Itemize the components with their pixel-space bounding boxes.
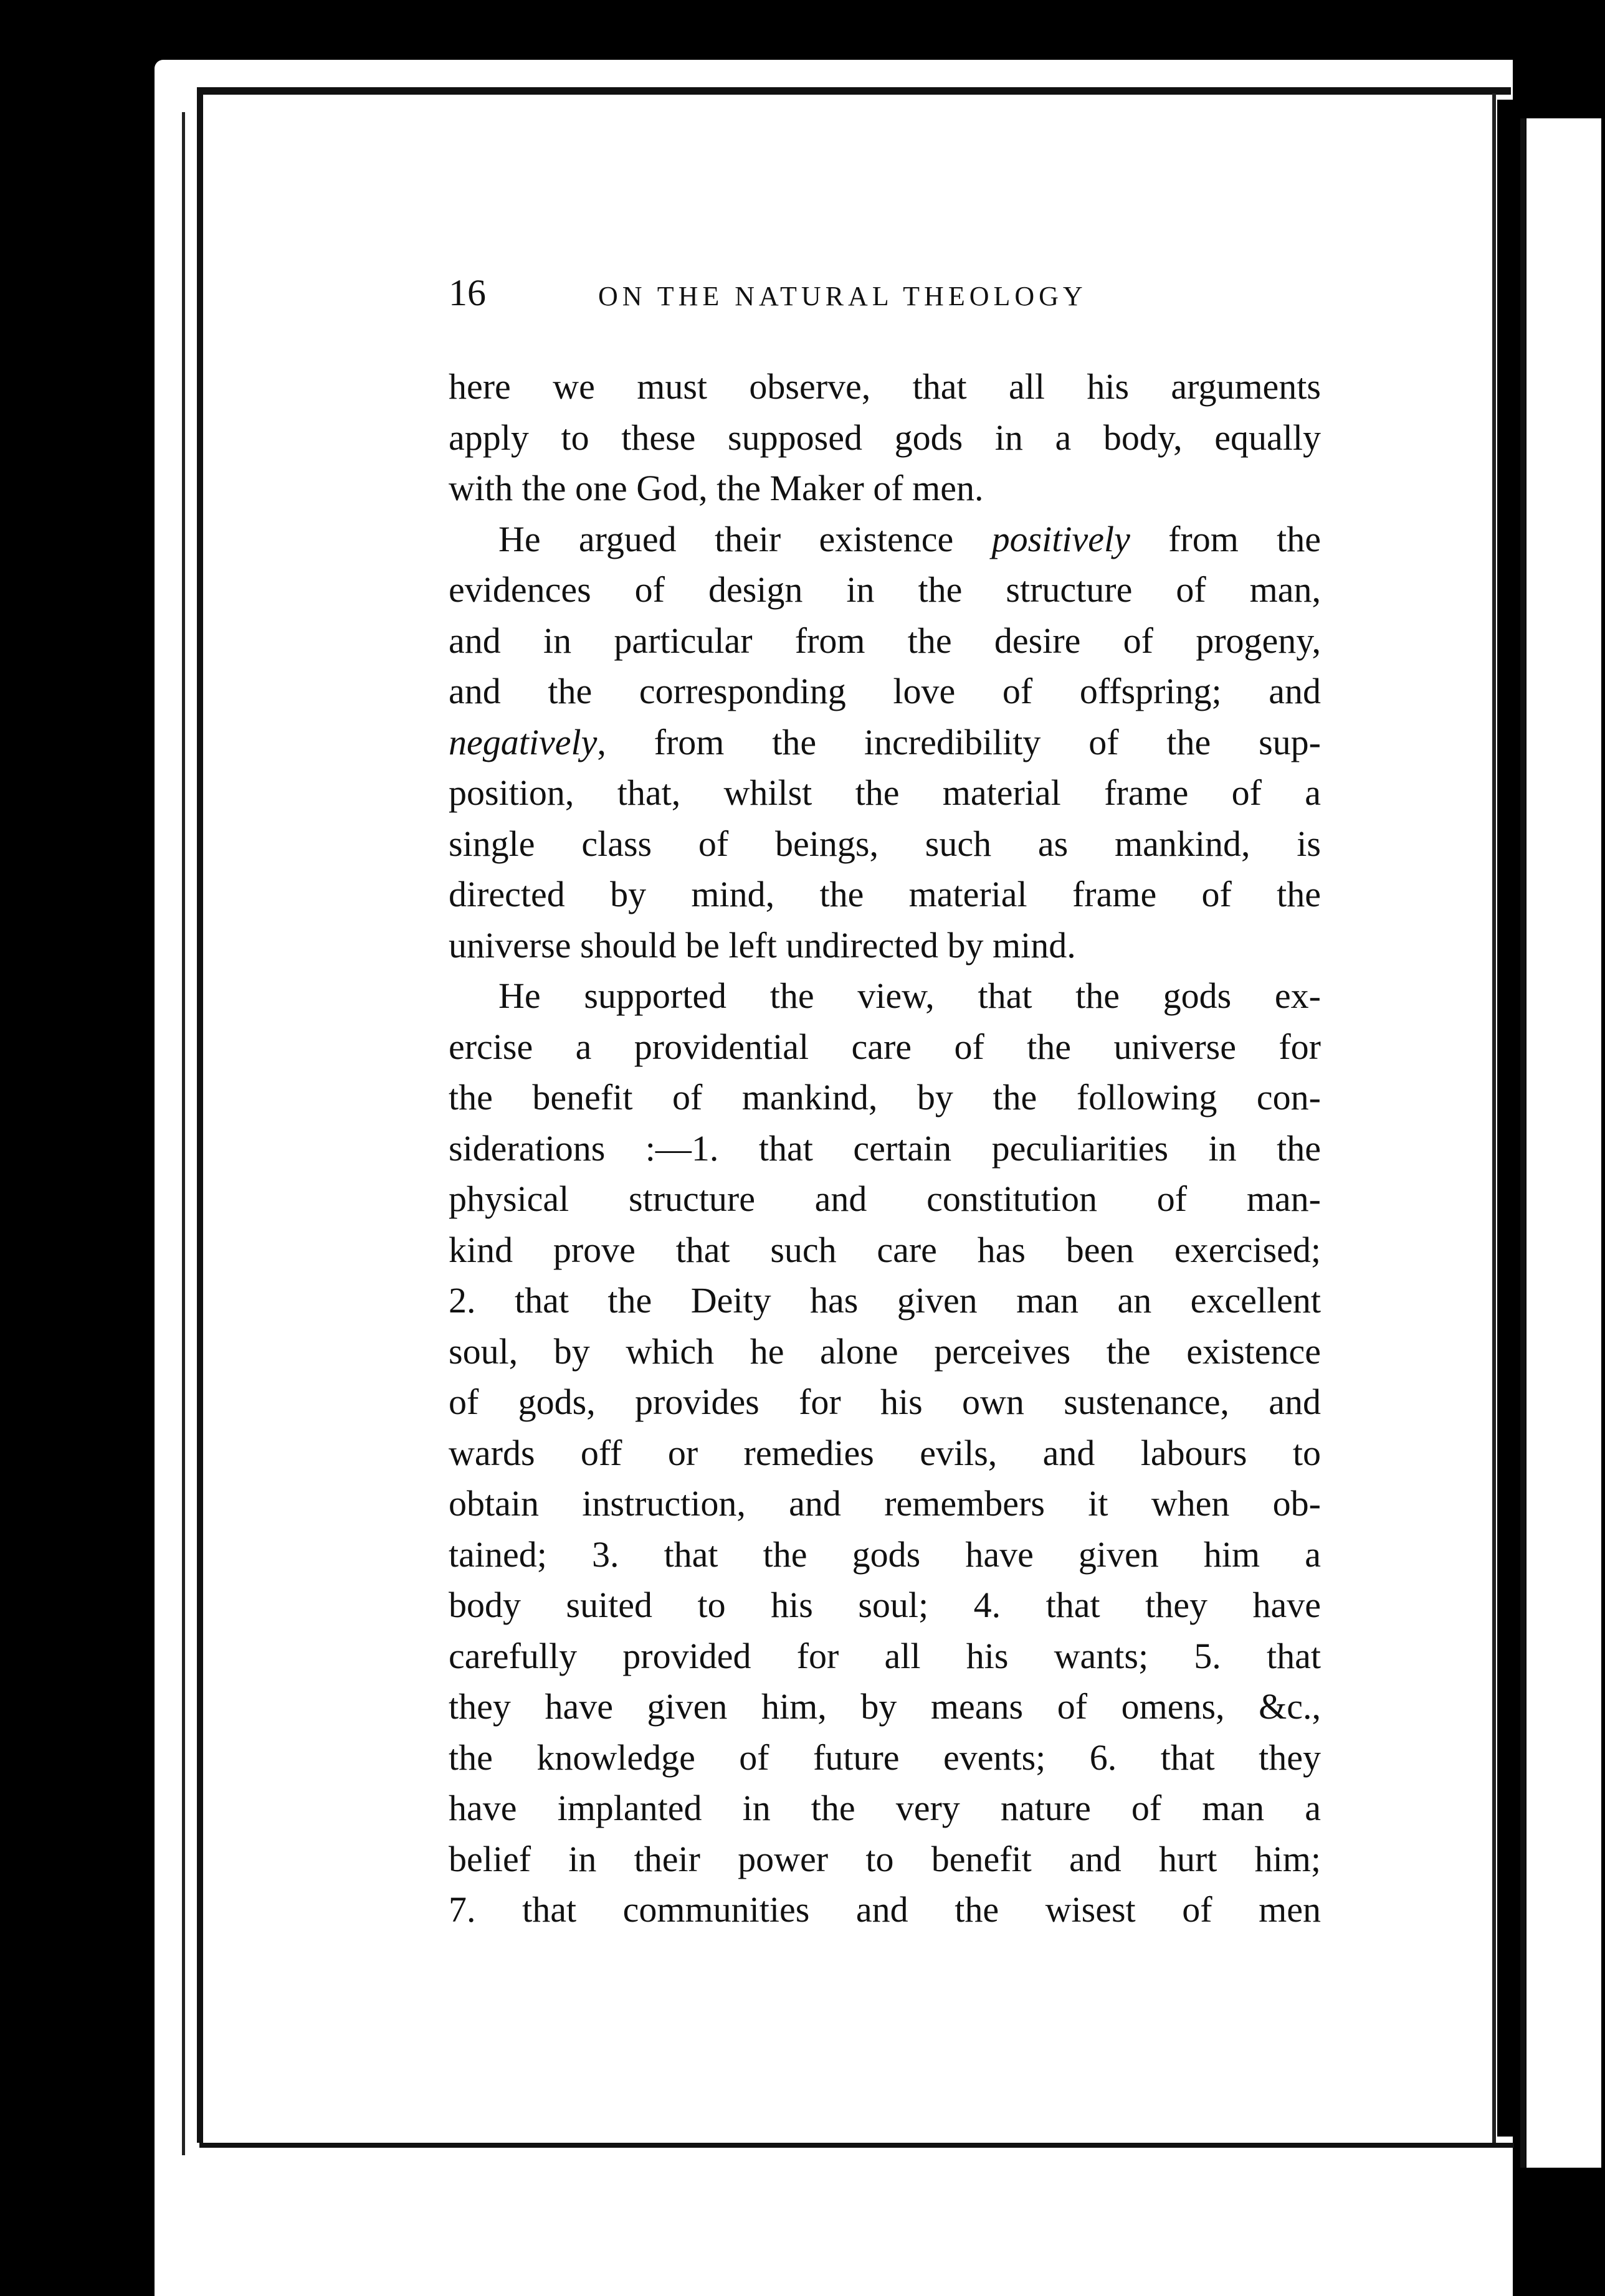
page-frame-left-outer [182,112,185,2155]
page-number: 16 [449,272,486,313]
text-line: apply to these supposed gods in a body, equally [449,417,1321,458]
page-right-edge [1492,93,1496,2143]
text-line: physical structure and constitution of man- [449,1179,1321,1219]
text-line: siderations :—1. that certain peculiarities in the [449,1127,1321,1169]
page-frame-top [199,87,1511,95]
text-line: the benefit of mankind, by the following con- [449,1077,1321,1117]
page-header [449,268,1333,318]
text-line: the knowledge of future events; 6. that they [449,1737,1321,1778]
text-line: evidences of design in the structure of man, [449,569,1321,610]
text-line: body suited to his soul; 4. that they have [449,1585,1321,1625]
text-line: belief in their power to benefit and hurt him; [449,1838,1321,1879]
text-line: ercise a providential care of the universe for [449,1026,1321,1067]
text-line: 7. that communities and the wisest of men [449,1889,1321,1930]
text-line: with the one God, the Maker of men. [449,468,984,508]
text-line: single class of beings, such as mankind, is [449,823,1321,864]
adjacent-page-edge [1526,118,1601,2168]
text-line: negatively, from the incredibility of the sup- [449,721,1321,762]
page-frame-left [197,87,203,2143]
text-line: carefully provided for all his wants; 5. that [449,1635,1321,1676]
running-head: ON THE NATURAL THEOLOGY [598,281,1087,311]
text-line: universe should be left undirected by mind. [449,924,1076,965]
text-line: wards off or remedies evils, and labours to [449,1432,1321,1473]
page-frame-bottom [199,2143,1514,2148]
text-line: have implanted in the very nature of man a [449,1788,1321,1828]
text-line: soul, by which he alone perceives the existence [449,1331,1321,1372]
text-line: kind prove that such care has been exercised; [449,1229,1321,1270]
body-text [449,361,1321,1935]
text-line: He argued their existence positively from the [498,518,1321,559]
text-line: and the corresponding love of offspring; and [449,671,1321,711]
text-line: and in particular from the desire of progeny, [449,620,1321,661]
emphasis-text: negatively [449,721,598,762]
book-spine-line [1520,118,1525,2168]
text-line: 2. that the Deity has given man an excellent [449,1280,1321,1321]
text-line: directed by mind, the material frame of the [449,874,1321,914]
text-line: position, that, whilst the material frame of a [449,772,1321,813]
page-gutter [1497,100,1522,2137]
text-line: obtain instruction, and remembers it when ob- [449,1483,1321,1524]
emphasis-text: positively [991,518,1130,559]
text-line: they have given him, by means of omens, &c., [449,1686,1321,1727]
text-line: He supported the view, that the gods ex- [498,975,1321,1016]
text-line: tained; 3. that the gods have given him a [449,1534,1321,1575]
text-line: here we must observe, that all his arguments [449,366,1321,407]
text-line: of gods, provides for his own sustenance, and [449,1382,1321,1422]
